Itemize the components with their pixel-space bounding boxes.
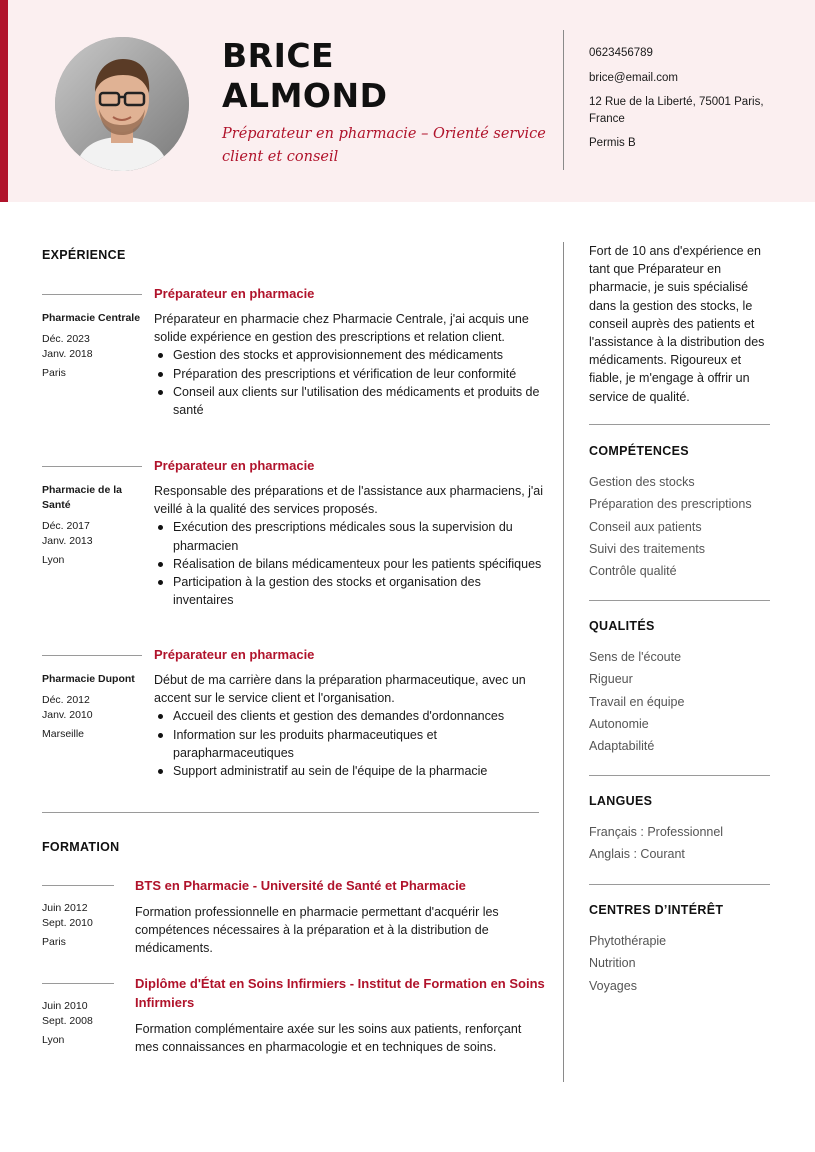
- experience-body: [154, 457, 544, 609]
- quality-item: Autonomie: [589, 716, 649, 731]
- quality-item: Adaptabilité: [589, 739, 655, 754]
- education-rule: [42, 885, 114, 886]
- experience-role: Préparateur en pharmacie: [154, 458, 315, 473]
- skill-item: Préparation des prescriptions: [589, 497, 752, 512]
- qualities-list: [589, 646, 770, 757]
- column-divider: [563, 242, 564, 1082]
- interests-section-title: CENTRES D’INTÉRÊT: [589, 903, 724, 917]
- profile-photo: [55, 37, 189, 171]
- experience-bullet: Information sur les produits pharmaceutiques et parapharmaceutiques: [154, 726, 544, 762]
- experience-bullets: [154, 707, 544, 780]
- experience-end-rule: [42, 812, 539, 813]
- sidebar-rule: [589, 884, 770, 885]
- experience-end-date: Déc. 2012: [42, 694, 90, 706]
- experience-rule: [42, 655, 142, 656]
- skill-item: Conseil aux patients: [589, 519, 702, 534]
- skills-section-title: COMPÉTENCES: [589, 444, 689, 458]
- experience-company: Pharmacie Centrale: [42, 312, 141, 324]
- contact-email: brice@email.com: [589, 71, 679, 84]
- interest-item: Voyages: [589, 978, 637, 993]
- header-divider: [563, 30, 564, 170]
- education-meta: [42, 901, 132, 950]
- experience-start-date: Janv. 2018: [42, 348, 93, 360]
- experience-end-date: Déc. 2017: [42, 520, 90, 532]
- experience-bullet: Exécution des prescriptions médicales sous la supervision du pharmacien: [154, 518, 544, 554]
- experience-company: Pharmacie Dupont: [42, 673, 135, 685]
- education-end-date: Juin 2012: [42, 902, 88, 914]
- experience-role: Préparateur en pharmacie: [154, 647, 315, 662]
- experience-start-date: Janv. 2010: [42, 709, 93, 721]
- experience-bullets: [154, 346, 544, 419]
- sidebar-rule: [589, 775, 770, 776]
- education-body: [135, 876, 545, 958]
- profile-summary: Fort de 10 ans d'expérience en tant que Préparateur en pharmacie, je suis spécialisé dans la gestion des stocks, le conseil auprès des patients et l'assistance à la distribution des médicaments. Rigoureux et fiable, je m'engage à offrir un service de qualité.: [589, 244, 765, 404]
- experience-start-date: Janv. 2013: [42, 535, 93, 547]
- experience-bullet: Réalisation de bilans médicamenteux pour les patients spécifiques: [154, 555, 544, 573]
- header-accent-bar: [0, 0, 8, 202]
- experience-description: Préparateur en pharmacie chez Pharmacie Centrale, j'ai acquis une solide expérience en gestion des prescriptions et relation client.: [154, 312, 529, 345]
- experience-body: [154, 646, 544, 780]
- quality-item: Rigueur: [589, 672, 633, 687]
- language-item: Français : Professionnel: [589, 825, 724, 839]
- experience-description: Début de ma carrière dans la préparation pharmaceutique, avec un accent sur le service client et l'organisation.: [154, 673, 526, 706]
- interests-list: [589, 930, 770, 997]
- interest-item: Phytothérapie: [589, 934, 667, 948]
- languages-section-title: LANGUES: [589, 794, 653, 808]
- last-name: ALMOND: [222, 76, 388, 115]
- experience-rule: [42, 294, 142, 295]
- education-description: Formation complémentaire axée sur les soins aux patients, renforçant mes connaissances en pharmacologie et en techniques de soins.: [135, 1022, 522, 1055]
- sidebar-rule: [589, 424, 770, 425]
- experience-location: Lyon: [42, 554, 65, 566]
- quality-item: Sens de l'écoute: [589, 650, 682, 664]
- education-degree: Diplôme d'État en Soins Infirmiers - Institut de Formation en Soins Infirmiers: [135, 976, 545, 1010]
- skill-item: Suivi des traitements: [589, 541, 706, 556]
- candidate-name: [222, 36, 387, 116]
- contact-block: [589, 45, 789, 160]
- contact-address: 12 Rue de la Liberté, 75001 Paris, France: [589, 96, 764, 125]
- experience-role: Préparateur en pharmacie: [154, 286, 315, 301]
- experience-bullet: Accueil des clients et gestion des demandes d'ordonnances: [154, 707, 544, 725]
- education-section-title: FORMATION: [42, 840, 120, 854]
- experience-rule: [42, 466, 142, 467]
- quality-item: Travail en équipe: [589, 694, 685, 709]
- education-meta: [42, 999, 132, 1048]
- experience-location: Paris: [42, 367, 66, 379]
- experience-end-date: Déc. 2023: [42, 333, 90, 345]
- experience-bullet: Gestion des stocks et approvisionnement des médicaments: [154, 346, 544, 364]
- education-body: [135, 974, 545, 1056]
- sidebar-rule: [589, 600, 770, 601]
- experience-location: Marseille: [42, 728, 85, 740]
- skill-item: Contrôle qualité: [589, 564, 677, 579]
- job-title: Préparateur en pharmacie – Orienté service client et conseil: [222, 126, 546, 165]
- experience-meta: [42, 311, 146, 381]
- skill-item: Gestion des stocks: [589, 475, 695, 489]
- experience-bullet: Préparation des prescriptions et vérification de leur conformité: [154, 365, 544, 383]
- education-rule: [42, 983, 114, 984]
- education-location: Lyon: [42, 1034, 65, 1046]
- profile-photo-icon: [55, 37, 189, 171]
- experience-section-title: EXPÉRIENCE: [42, 248, 126, 262]
- education-start-date: Sept. 2008: [42, 1015, 93, 1027]
- experience-meta: [42, 672, 146, 742]
- first-name: BRICE: [222, 36, 335, 75]
- experience-description: Responsable des préparations et de l'assistance aux pharmaciens, j'ai veillé à la qualité des services proposés.: [154, 484, 544, 517]
- education-degree: BTS en Pharmacie - Université de Santé et Pharmacie: [135, 878, 466, 893]
- skills-list: [589, 471, 770, 582]
- experience-bullets: [154, 518, 544, 609]
- education-start-date: Sept. 2010: [42, 917, 93, 929]
- education-location: Paris: [42, 936, 66, 948]
- education-end-date: Juin 2010: [42, 1000, 88, 1012]
- languages-list: [589, 821, 770, 866]
- experience-company: Pharmacie de la Santé: [42, 484, 122, 511]
- qualities-section-title: QUALITÉS: [589, 619, 655, 633]
- experience-body: [154, 285, 544, 419]
- contact-license: Permis B: [589, 137, 636, 149]
- experience-bullet: Conseil aux clients sur l'utilisation des médicaments et produits de santé: [154, 383, 544, 419]
- experience-bullet: Participation à la gestion des stocks et organisation des inventaires: [154, 573, 544, 609]
- experience-meta: [42, 483, 146, 568]
- contact-phone: 0623456789: [589, 47, 653, 59]
- education-description: Formation professionnelle en pharmacie permettant d'acquérir les compétences nécessaires à la préparation et à la distribution de médicaments.: [135, 905, 499, 956]
- experience-bullet: Support administratif au sein de l'équipe de la pharmacie: [154, 762, 544, 780]
- language-item: Anglais : Courant: [589, 847, 685, 862]
- interest-item: Nutrition: [589, 956, 636, 971]
